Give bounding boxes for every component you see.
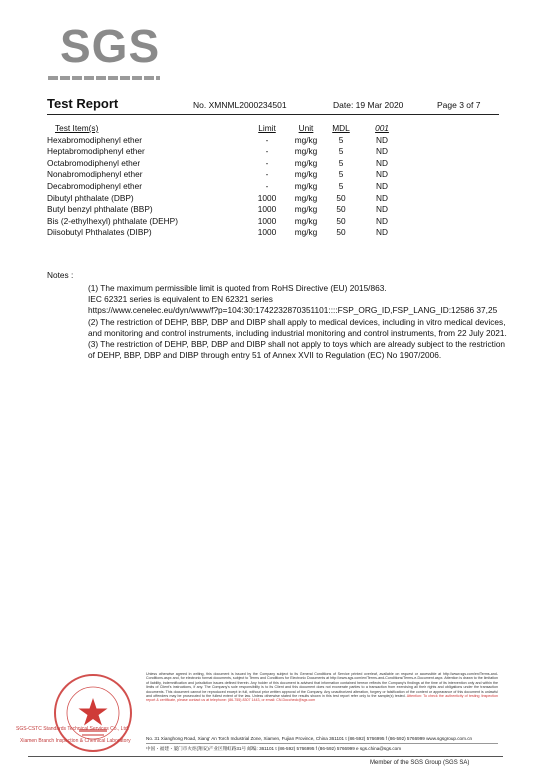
- cell-limit: -: [265, 146, 269, 157]
- col-header-limit: Limit: [258, 123, 276, 133]
- cell-item: Nonabromodiphenyl ether: [47, 169, 143, 180]
- cell-unit: mg/kg: [294, 227, 318, 238]
- footer-address-divider: [146, 743, 498, 744]
- cell-mdl: 5: [338, 134, 344, 145]
- cell-mdl: 50: [336, 227, 346, 238]
- table-row: [47, 158, 467, 170]
- logo-stripes: [48, 76, 160, 80]
- cell-item: Bis (2-ethylhexyl) phthalate (DEHP): [47, 215, 178, 226]
- cell-mdl: 50: [336, 192, 346, 203]
- header-divider: [47, 114, 499, 115]
- address-english: No. 31 Xianghong Road, Xiang' An Torch Industrial Zone, Xiamen, Fujian Province, China 361101 t (86-592) 5766995 f (86-592) 5766999 www.sgsgroup.com.cn: [146, 736, 473, 741]
- notes-label: Notes :: [47, 270, 74, 280]
- report-number: No. XMNML2000234501: [193, 100, 287, 110]
- cell-item: Hexabromodiphenyl ether: [47, 134, 143, 145]
- note-3: (3) The restriction of DEHP, BBP, DBP and DIBP shall not apply to toys which are already subject to the restriction of DEHP, BBP, DBP and DIBP through entry 51 of Annex XVII to Regulation (EC) No 1907/2006.: [88, 339, 506, 361]
- table-row: [47, 227, 467, 239]
- cell-result: ND: [376, 180, 388, 191]
- sgs-logo: SGS: [60, 20, 161, 72]
- cell-mdl: 5: [338, 180, 344, 191]
- cell-mdl: 5: [338, 169, 344, 180]
- cell-limit: -: [265, 180, 269, 191]
- cell-item: Butyl benzyl phthalate (BBP): [47, 204, 153, 215]
- cell-limit: 1000: [257, 227, 277, 238]
- table-row: [47, 135, 467, 147]
- cell-limit: -: [265, 134, 269, 145]
- cell-result: ND: [376, 192, 388, 203]
- note-2: (2) The restriction of DEHP, BBP, DBP and DIBP shall apply to medical devices, including in vitro medical devices, and monitoring and control instruments, including industrial monitoring and control instruments, from 22 July 2021.: [88, 316, 507, 338]
- col-header-item: Test Item(s): [55, 123, 99, 133]
- cell-mdl: 5: [338, 157, 344, 168]
- cell-result: ND: [376, 146, 388, 157]
- note-1-link[interactable]: https://www.cenelec.eu/dyn/www/f?p=104:30:1742232870351101::::FSP_ORG_ID,FSP_LANG_ID:12586 37,25: [88, 305, 498, 316]
- cell-item: Decabromodiphenyl ether: [47, 180, 143, 191]
- table-row: [47, 146, 467, 158]
- report-title: Test Report: [47, 96, 119, 111]
- cell-mdl: 5: [338, 146, 344, 157]
- cell-item: Diisobutyl Phthalates (DIBP): [47, 227, 152, 238]
- col-header-unit: Unit: [298, 123, 314, 133]
- col-header-mdl: MDL: [332, 123, 350, 133]
- legal-disclaimer: [146, 672, 498, 703]
- cell-unit: mg/kg: [294, 134, 318, 145]
- cell-unit: mg/kg: [294, 169, 318, 180]
- cell-limit: -: [265, 157, 269, 168]
- cell-limit: 1000: [257, 192, 277, 203]
- bottom-rule: [28, 756, 503, 757]
- cell-unit: mg/kg: [294, 215, 318, 226]
- report-date: Date: 19 Mar 2020: [333, 100, 404, 110]
- cell-result: ND: [376, 215, 388, 226]
- cell-item: Dibutyl phthalate (DBP): [47, 192, 134, 203]
- cell-result: ND: [376, 204, 388, 215]
- cell-mdl: 50: [336, 204, 346, 215]
- cell-result: ND: [376, 169, 388, 180]
- cell-item: Heptabromodiphenyl ether: [47, 146, 145, 157]
- col-header-result: 001: [375, 123, 389, 133]
- cell-result: ND: [376, 227, 388, 238]
- cell-unit: mg/kg: [294, 204, 318, 215]
- member-of-group: Member of the SGS Group (SGS SA): [370, 760, 470, 766]
- cell-item: Octabromodiphenyl ether: [47, 157, 141, 168]
- cell-limit: 1000: [257, 215, 277, 226]
- cell-unit: mg/kg: [294, 180, 318, 191]
- authenticity-notice: Attention: To check the authenticity of testing /inspection report & certificate, please contact us at telephone: (86-755) 8307 1443, or email: CN.Doccheck@sgs.com: [146, 694, 498, 703]
- table-row: [47, 181, 467, 193]
- cell-mdl: 50: [336, 215, 346, 226]
- table-row: [47, 193, 467, 205]
- table-row: [47, 169, 467, 181]
- cell-limit: 1000: [257, 204, 277, 215]
- table-row: [47, 204, 467, 216]
- cell-unit: mg/kg: [294, 192, 318, 203]
- disclaimer-text: Unless otherwise agreed in writing, this document is issued by the Company subject to its General Conditions of Service printed overleaf, available on request or accessible at http://www.sgs.com/en/Terms-and-Conditions.aspx and, for electronic format documents, subject to Terms and Conditions for Electronic Documents at http://www.sgs.com/en/Terms-and-Conditions/Terms-e-Document.aspx. Attention is drawn to the limitation of liability, indemnification and jurisdiction issues defined therein. Any holder of this document is advised that information contained hereon reflects the Company's findings at the time of its intervention only and within the limits of Client's instructions, if any. The Company's sole responsibility is to its Client and this document does not exonerate parties to a transaction from exercising all their rights and obligations under the transaction documents. This document cannot be reproduced except in full, without prior written approval of the Company. Any unauthorized alteration, forgery or falsification of the content or appearance of this document is unlawful and offenders may be prosecuted to the fullest extent of the law. Unless otherwise stated the results shown in this test report refer only to the sample(s) tested.: [146, 672, 498, 699]
- stamp-caption-line1: SGS-CSTC Standards Technical Services Co., Ltd.: [16, 726, 130, 732]
- cell-result: ND: [376, 157, 388, 168]
- page-number: Page 3 of 7: [437, 100, 481, 110]
- table-header-row: [47, 123, 467, 135]
- results-table: [47, 123, 467, 239]
- cell-result: ND: [376, 134, 388, 145]
- note-1-iec: IEC 62321 series is equivalent to EN 62321 series: [88, 294, 273, 305]
- cell-unit: mg/kg: [294, 146, 318, 157]
- table-row: [47, 216, 467, 228]
- address-chinese: 中国・福建・厦门市火炬(翔安)产业区翔虹路31号 邮编: 361101 t (86-592) 5766995 f (86-592) 5766999 e sgs.china@sgs.com: [146, 746, 402, 751]
- cell-limit: -: [265, 169, 269, 180]
- notes-body: [88, 283, 508, 361]
- stamp-caption-line2: Xiamen Branch Inspection & Chemical Laboratory: [20, 738, 131, 744]
- note-1: (1) The maximum permissible limit is quoted from RoHS Directive (EU) 2015/863.: [88, 283, 387, 293]
- cell-unit: mg/kg: [294, 157, 318, 168]
